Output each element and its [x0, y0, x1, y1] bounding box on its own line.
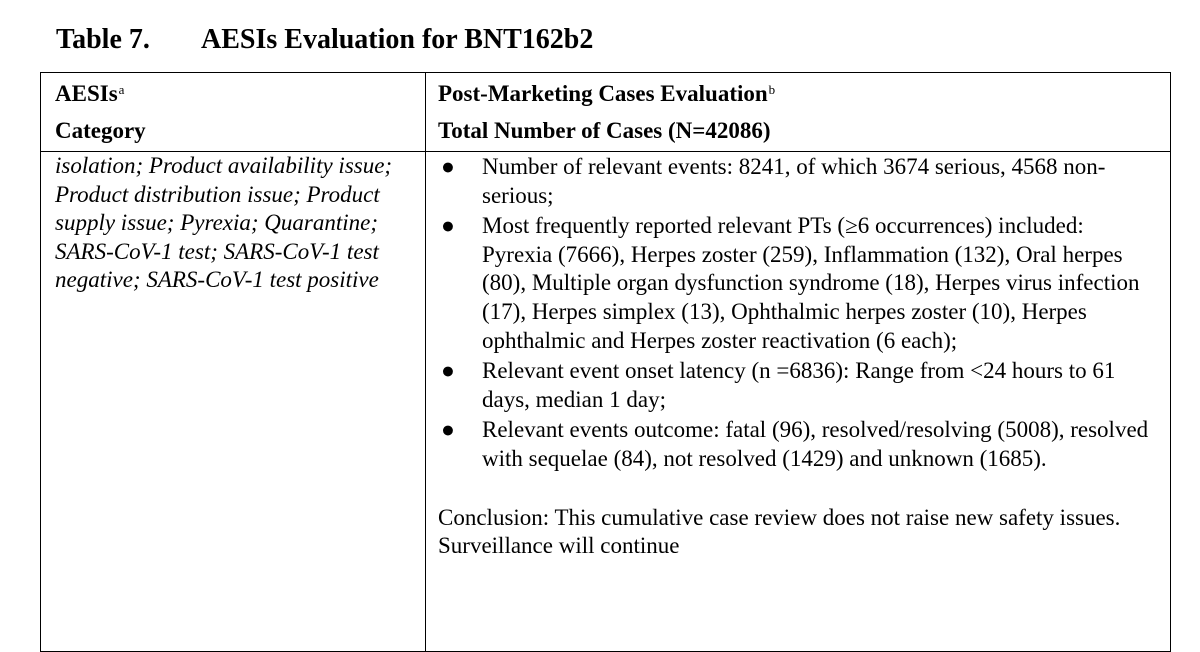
conclusion-text: Conclusion: This cumulative case review does not raise new safety issues. Surveillance will continue [438, 504, 1121, 559]
table-title [56, 26, 593, 54]
table-number: Table 7. [56, 24, 150, 55]
aesi-table [40, 72, 1171, 652]
column-divider [425, 73, 426, 651]
bullet-text: Number of relevant events: 8241, of which 3674 serious, 4568 non-serious; [482, 154, 1106, 208]
list-item [438, 153, 1153, 210]
table-title-text: AESIs Evaluation for BNT162b2 [201, 24, 594, 55]
header-aesis-category [55, 75, 146, 149]
list-item [438, 416, 1153, 473]
bullet-icon: ● [441, 154, 455, 179]
header-evaluation-label: Post-Marketing Cases Evaluation [438, 81, 768, 106]
header-total-cases-label: Total Number of Cases (N=42086) [438, 118, 771, 143]
evaluation-cell [438, 153, 1153, 561]
bullet-text: Relevant events outcome: fatal (96), resolved/resolving (5008), resolved with sequelae (84), not resolved (1429) and unknown (1685). [482, 417, 1149, 471]
evaluation-list [438, 153, 1153, 474]
header-aesis-label: AESIs [55, 81, 118, 106]
bullet-icon: ● [441, 213, 455, 239]
bullet-text: Most frequently reported relevant PTs (≥6 occurrences) included: Pyrexia (7666), Herpes zoster (259), Inflammation (132), Oral herpes (80), Multiple organ dysfunction syndrome (18), Herpes virus infection (17), Herpes simplex (13), Ophthalmic herpes zoster (10), Herpes ophthalmic and Herpes zoster reactivation (6 each); [482, 213, 1140, 353]
header-category-label: Category [55, 118, 146, 143]
footnote-marker-a: a [118, 82, 125, 97]
bullet-icon: ● [441, 417, 455, 443]
list-item [438, 212, 1153, 355]
category-cell: isolation; Product availability issue; Product distribution issue; Product supply issue; Pyrexia; Quarantine; SARS-CoV-1 test; SARS-CoV-1 test negative; SARS-CoV-1 test positive [55, 153, 393, 293]
footnote-marker-b: b [768, 82, 776, 97]
list-item [438, 357, 1153, 414]
header-post-marketing [438, 75, 775, 149]
bullet-icon: ● [441, 358, 455, 384]
bullet-text: Relevant event onset latency (n =6836): Range from <24 hours to 61 days, median 1 day; [482, 358, 1116, 412]
